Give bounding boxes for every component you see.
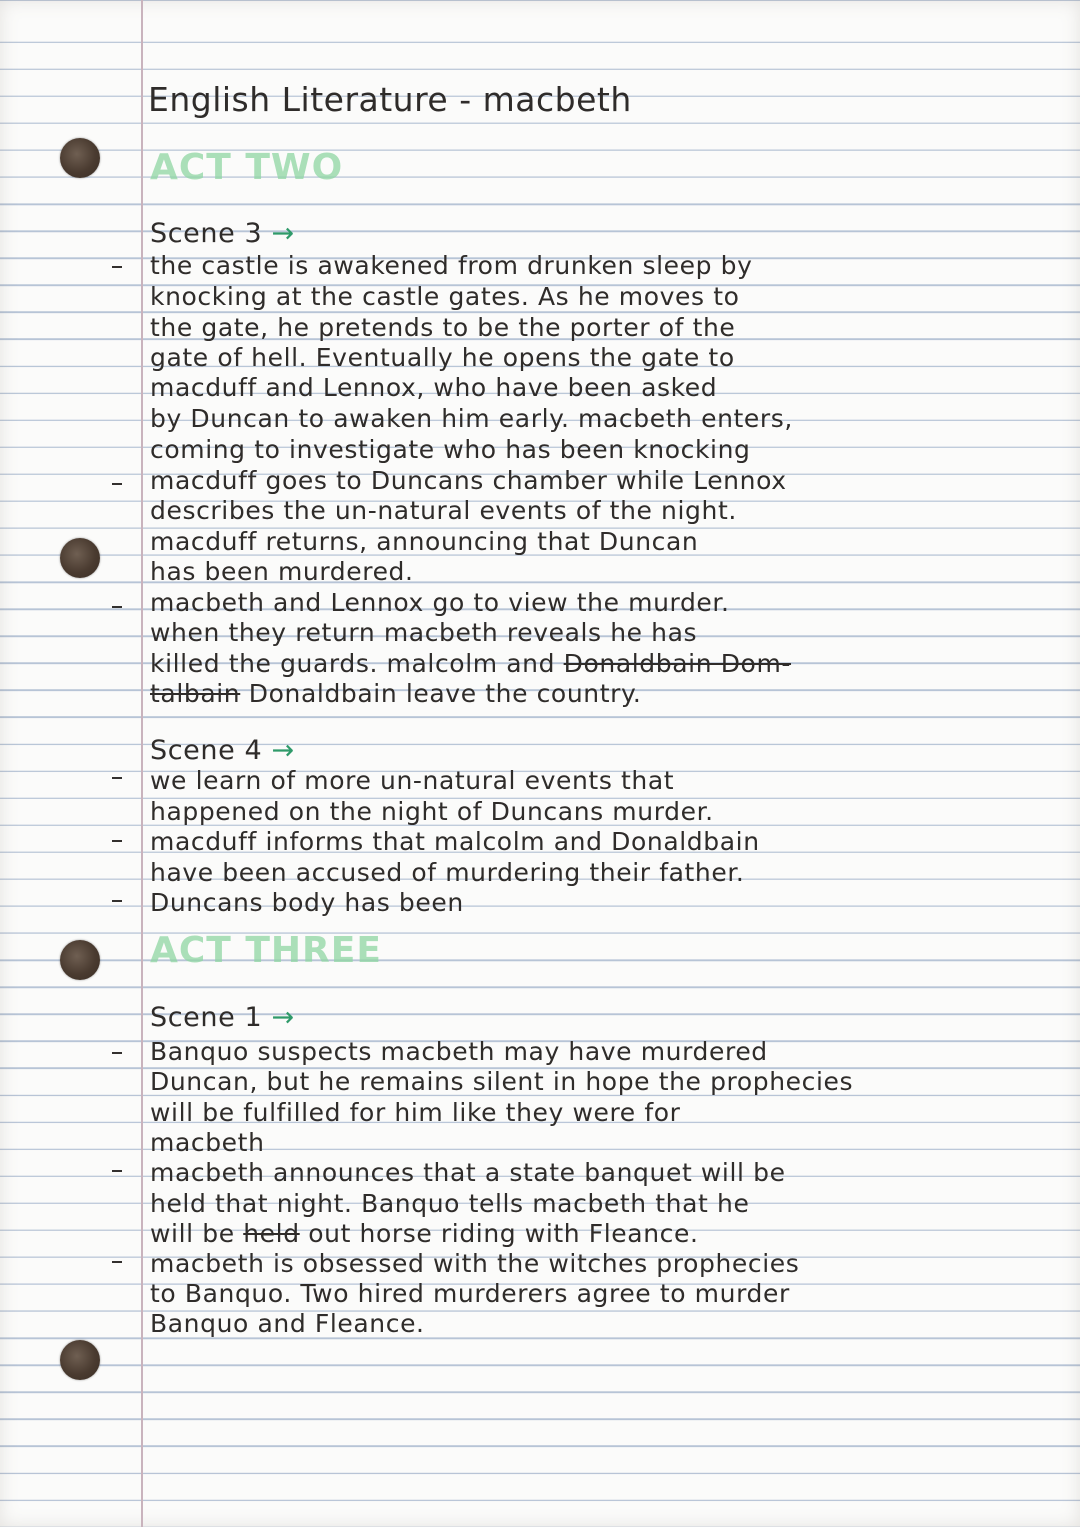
bullet-dash (112, 606, 122, 608)
punch-hole (60, 538, 100, 578)
crossed-out-text: talbain (150, 679, 241, 708)
scene-label (150, 735, 295, 766)
note-line: macduff informs that malcolm and Donaldbain (150, 827, 760, 856)
note-line: has been murdered. (150, 557, 414, 586)
crossed-out-text: Donaldbain Dom- (563, 649, 792, 678)
note-line: coming to investigate who has been knocking (150, 435, 751, 464)
note-line: macbeth and Lennox go to view the murder. (150, 588, 730, 617)
punch-hole (60, 940, 100, 980)
bullet-dash (112, 483, 122, 485)
margin-line (141, 0, 143, 1527)
note-line: macbeth is obsessed with the witches prophecies (150, 1249, 800, 1278)
note-line: we learn of more un-natural events that (150, 766, 675, 795)
scene-name: Scene 4 (150, 735, 263, 766)
note-line: Duncan, but he remains silent in hope the prophecies (150, 1067, 854, 1096)
note-line: will be fulfilled for him like they were for (150, 1098, 681, 1127)
note-line: macduff and Lennox, who have been asked (150, 373, 718, 402)
note-line: Duncans body has been (150, 888, 464, 917)
note-line: macduff goes to Duncans chamber while Lennox (150, 466, 787, 495)
note-line (150, 678, 641, 709)
note-text: killed the guards. malcolm and (150, 649, 556, 678)
crossed-out-text: held (243, 1219, 300, 1248)
scene-name: Scene 3 (150, 218, 263, 249)
bullet-dash (112, 1170, 122, 1172)
note-text: Donaldbain leave the country. (248, 679, 642, 708)
act-heading: ACT THREE (150, 930, 382, 971)
bullet-dash (112, 1261, 122, 1263)
note-line: macbeth announces that a state banquet will be (150, 1158, 786, 1187)
scene-name: Scene 1 (150, 1002, 263, 1033)
note-text: will be (150, 1219, 235, 1248)
note-text: out horse riding with Fleance. (308, 1219, 699, 1248)
bullet-dash (112, 1052, 122, 1054)
punch-hole (60, 138, 100, 178)
arrow-icon: → (271, 218, 295, 249)
note-line: macbeth (150, 1128, 265, 1157)
arrow-icon: → (271, 735, 295, 766)
note-line: held that night. Banquo tells macbeth that he (150, 1189, 750, 1218)
arrow-icon: → (271, 1002, 295, 1033)
note-line: when they return macbeth reveals he has (150, 618, 698, 647)
note-line: macduff returns, announcing that Duncan (150, 527, 699, 556)
note-line: Banquo suspects macbeth may have murdered (150, 1037, 768, 1066)
note-line: knocking at the castle gates. As he moves to (150, 282, 740, 311)
scene-label (150, 218, 295, 249)
bullet-dash (112, 900, 122, 902)
bullet-dash (112, 777, 122, 779)
bullet-dash (112, 266, 122, 268)
note-line: have been accused of murdering their father. (150, 858, 745, 887)
note-line: to Banquo. Two hired murderers agree to murder (150, 1279, 790, 1308)
note-line: Banquo and Fleance. (150, 1309, 425, 1338)
page-title: English Literature - macbeth (148, 80, 632, 119)
note-line: the gate, he pretends to be the porter of the (150, 313, 736, 342)
note-line (150, 648, 791, 679)
scene-label (150, 1002, 295, 1033)
punch-hole (60, 1340, 100, 1380)
note-line: by Duncan to awaken him early. macbeth enters, (150, 404, 793, 433)
act-heading: ACT TWO (150, 147, 344, 188)
note-line: gate of hell. Eventually he opens the gate to (150, 343, 735, 372)
bullet-dash (112, 840, 122, 842)
note-line: describes the un-natural events of the night. (150, 496, 737, 525)
note-line (150, 1218, 699, 1249)
note-line: the castle is awakened from drunken sleep by (150, 251, 753, 280)
note-line: happened on the night of Duncans murder. (150, 797, 714, 826)
